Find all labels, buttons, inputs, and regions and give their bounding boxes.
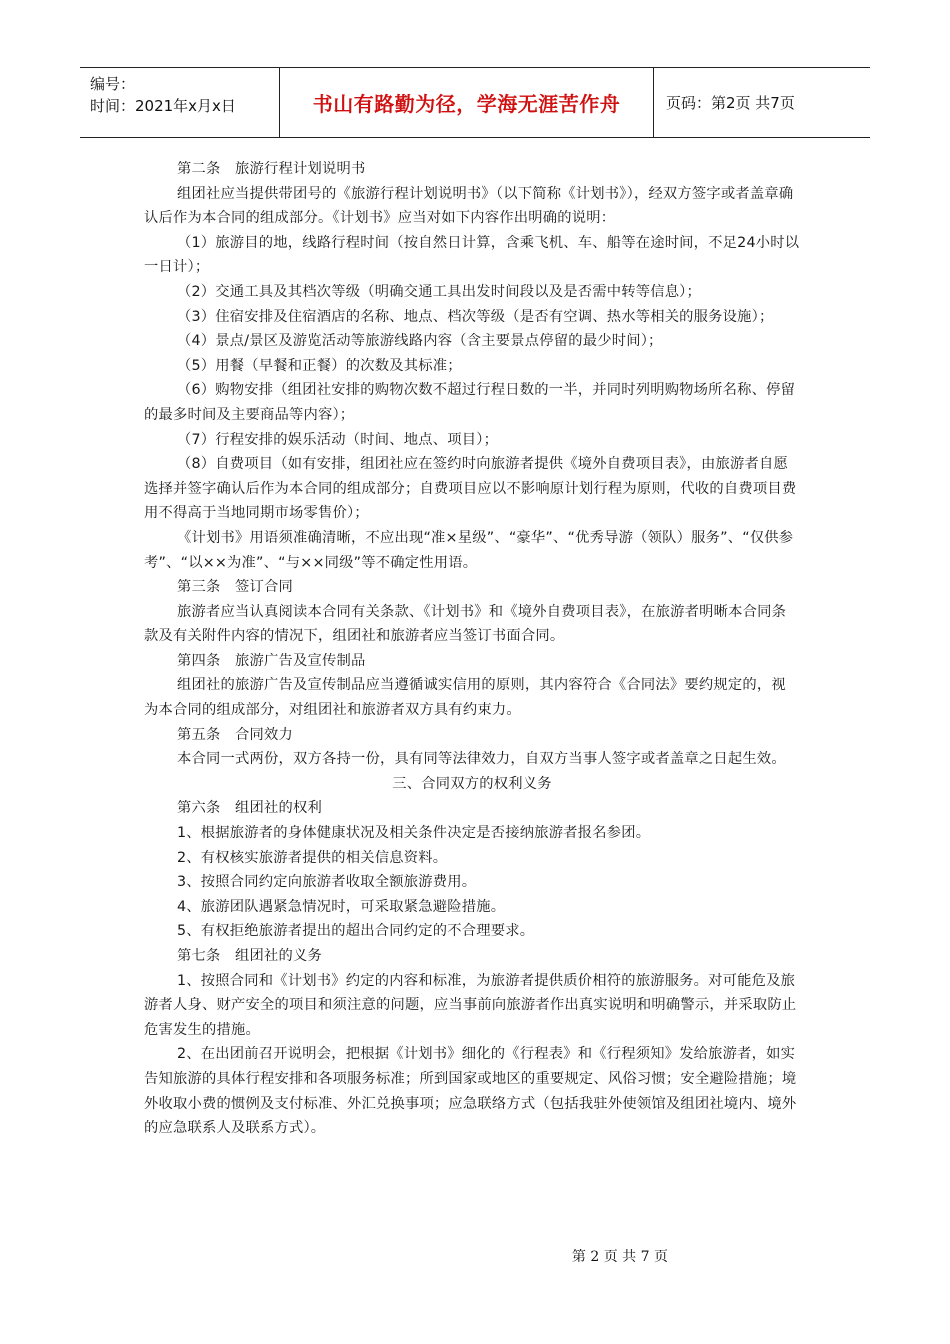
header-page-info: 页码：第2页 共7页 xyxy=(666,94,795,112)
paragraph: 《计划书》用语须准确清晰，不应出现“准×星级”、“豪华”、“优秀导游（领队）服务”、“仅供参考”、“以××为准”、“与××同级”等不确定性用语。 xyxy=(144,529,794,571)
paragraph: （6）购物安排（组团社安排的购物次数不超过行程日数的一半，并同时列明购物场所名称、停留的最多时间及主要商品等内容）； xyxy=(144,382,796,423)
header-meta xyxy=(80,68,280,137)
paragraph: 第五条 合同效力 xyxy=(177,726,293,743)
paragraph: 2、在出团前召开说明会，把根据《计划书》细化的《行程表》和《行程须知》发给旅游者，如实告知旅游的具体行程安排和各项服务标准；所到国家或地区的重要规定、风俗习惯；安全避险措施；境外收取小费的惯例及支付标准、外汇兑换事项；应急联络方式（包括我驻外使领馆及组团社境内、境外的应急联系人及联系方式）。 xyxy=(144,1046,797,1137)
document-body xyxy=(144,157,800,1141)
paragraph: 4、旅游团队遇紧急情况时，可采取紧急避险措施。 xyxy=(177,898,506,915)
paragraph: 本合同一式两份，双方各持一份，具有同等法律效力，自双方当事人签字或者盖章之日起生效。 xyxy=(177,751,786,768)
paragraph: 第七条 组团社的义务 xyxy=(177,948,322,964)
page-header xyxy=(80,67,870,138)
paragraph: 1、根据旅游者的身体健康状况及相关条件决定是否接纳旅游者报名参团。 xyxy=(177,825,651,842)
number-label: 编号： xyxy=(90,75,136,93)
time-label: 时间：2021年x月x日 xyxy=(90,97,236,115)
paragraph: （1）旅游目的地，线路行程时间（按自然日计算，含乘飞机、车、船等在途时间，不足24小时以一日计）； xyxy=(144,234,800,276)
paragraph: 组团社的旅游广告及宣传制品应当遵循诚实信用的原则，其内容符合《合同法》要约规定的，视为本合同的组成部分，对组团社和旅游者双方具有约束力。 xyxy=(144,677,786,719)
paragraph: （5）用餐（早餐和正餐）的次数及其标准； xyxy=(177,357,462,374)
paragraph: 第六条 组团社的权利 xyxy=(177,800,322,817)
paragraph: （8）自费项目（如有安排，组团社应在签约时向旅游者提供《境外自费项目表》，由旅游者自愿选择并签字确认后作为本合同的组成部分；自费项目应以不影响原计划行程为原则，代收的自费项目费用不得高于当地同期市场零售价）； xyxy=(144,456,797,522)
paragraph: （4）景点/景区及游览活动等旅游线路内容（含主要景点停留的最少时间）； xyxy=(177,333,663,350)
paragraph: 3、按照合同约定向旅游者收取全额旅游费用。 xyxy=(177,874,477,891)
paragraph: 组团社应当提供带团号的《旅游行程计划说明书》（以下简称《计划书》），经双方签字或者盖章确认后作为本合同的组成部分。《计划书》应当对如下内容作出明确的说明： xyxy=(144,185,794,227)
header-motto: 书山有路勤为径，学海无涯苦作舟 xyxy=(280,68,654,137)
paragraph: 2、有权核实旅游者提供的相关信息资料。 xyxy=(177,849,448,866)
paragraph: （3）住宿安排及住宿酒店的名称、地点、档次等级（是否有空调、热水等相关的服务设施）； xyxy=(177,308,774,325)
paragraph: （2）交通工具及其档次等级（明确交通工具出发时间段以及是否需中转等信息）； xyxy=(177,283,702,300)
paragraph: 5、有权拒绝旅游者提出的超出合同约定的不合理要求。 xyxy=(177,923,535,940)
paragraph: 1、按照合同和《计划书》约定的内容和标准，为旅游者提供质价相符的旅游服务。对可能危及旅游者人身、财产安全的项目和须注意的问题，应当事前向旅游者作出真实说明和明确警示，并采取防止危害发生的措施。 xyxy=(144,972,797,1038)
paragraph: （7）行程安排的娱乐活动（时间、地点、项目）； xyxy=(177,431,499,448)
section-heading: 三、合同双方的权利义务 xyxy=(392,775,552,792)
paragraph: 第三条 签订合同 xyxy=(177,579,293,596)
paragraph: 旅游者应当认真阅读本合同有关条款、《计划书》和《境外自费项目表》，在旅游者明晰本合同条款及有关附件内容的情况下，组团社和旅游者应当签订书面合同。 xyxy=(144,603,787,645)
page-footer: 第 2 页 共 7 页 xyxy=(571,1249,668,1265)
paragraph: 第四条 旅游广告及宣传制品 xyxy=(177,652,366,669)
paragraph: 第二条 旅游行程计划说明书 xyxy=(177,161,366,177)
